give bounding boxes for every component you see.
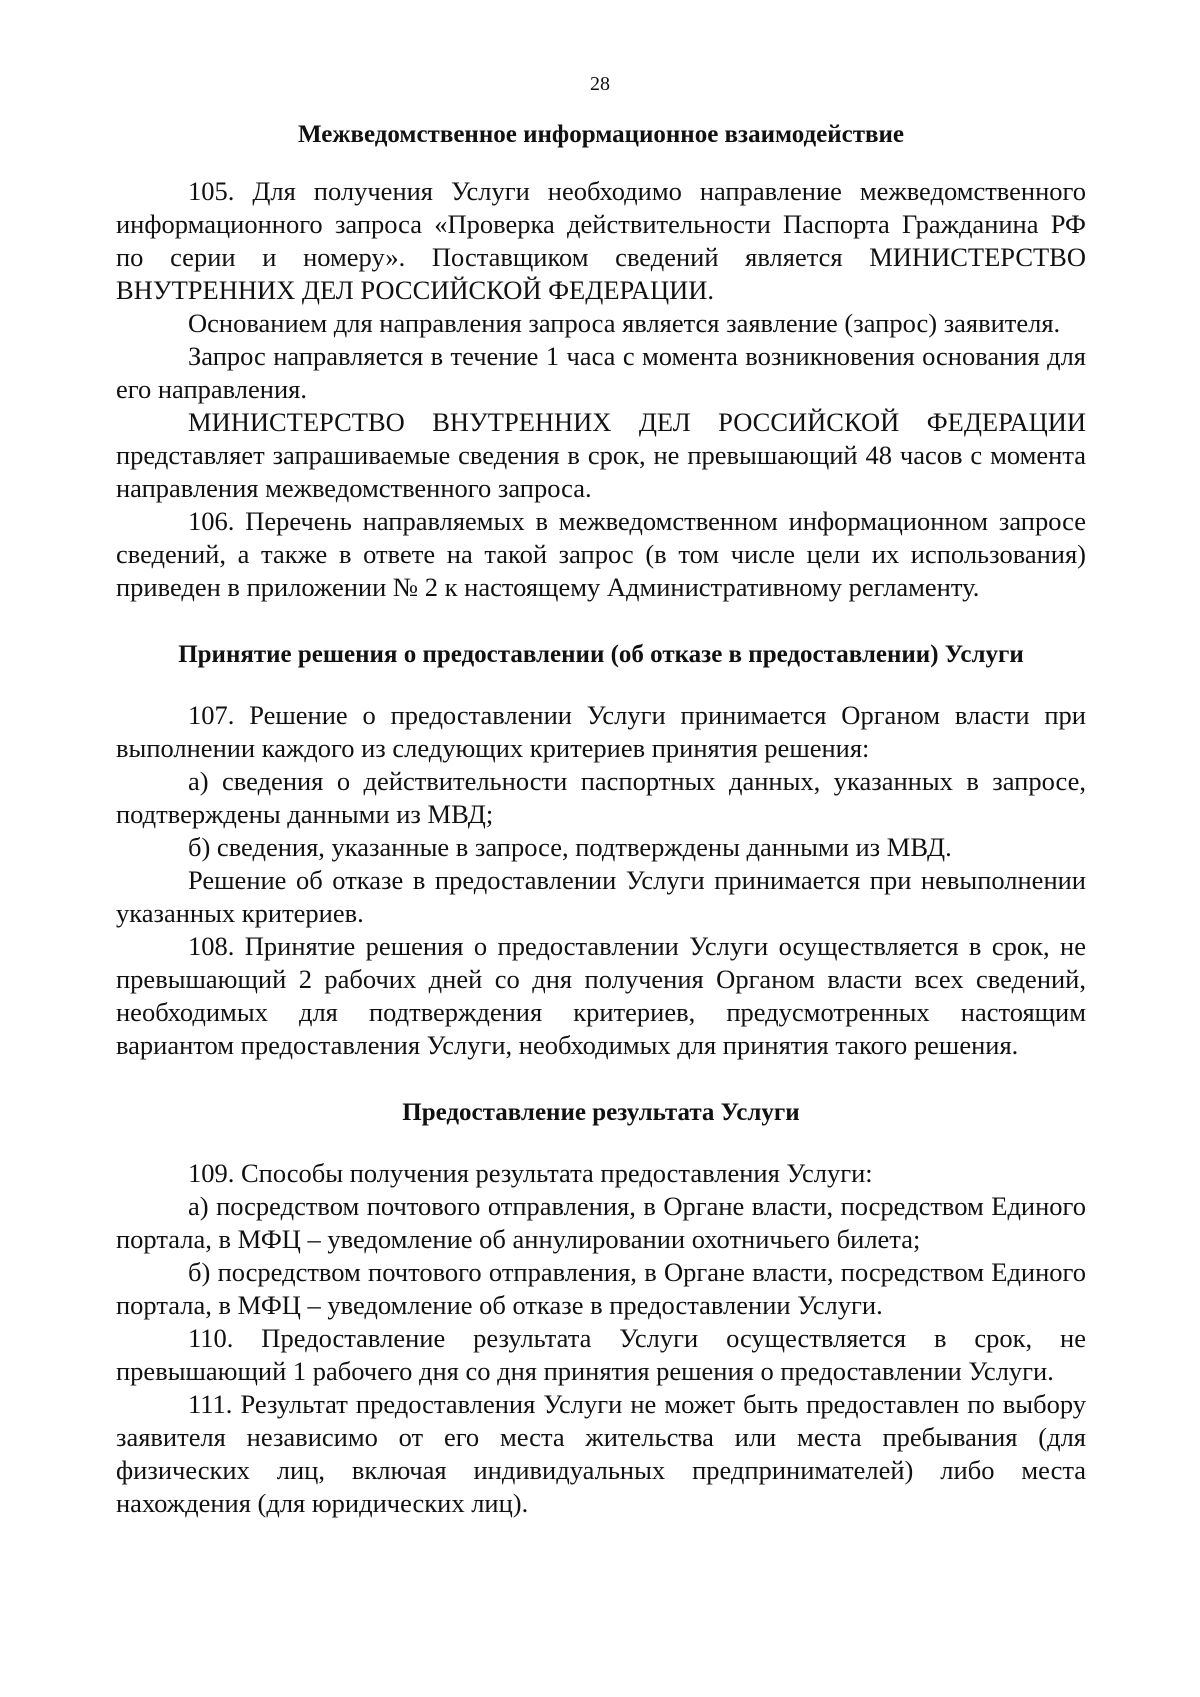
- paragraph-107: 107. Решение о предоставлении Услуги принимается Органом власти при выполнении каждого из следующих критериев принятия решения:: [116, 700, 1086, 763]
- paragraph-criterion-b: б) сведения, указанные в запросе, подтверждены данными из МВД.: [188, 832, 952, 862]
- section-heading-interagency: Межведомственное информационное взаимодействие: [298, 121, 904, 148]
- paragraph-111: 111. Результат предоставления Услуги не может быть предоставлен по выбору заявителя независимо от его места жительства или места пребывания (для физических лиц, включая индивидуальных предпринимателей) либо места нахождения (для юридических лиц).: [116, 1389, 1086, 1518]
- page-number: 28: [590, 73, 610, 95]
- paragraph-method-a: а) посредством почтового отправления, в Органе власти, посредством Единого портала, в МФЦ – уведомление об аннулировании охотничьего билета;: [116, 1191, 1086, 1254]
- paragraph-request-timing: Запрос направляется в течение 1 часа с момента возникновения основания для его направления.: [116, 341, 1086, 404]
- paragraph-110: 110. Предоставление результата Услуги осуществляется в срок, не превышающий 1 рабочего дня со дня принятия решения о предоставлении Услуги.: [116, 1323, 1086, 1386]
- paragraph-refusal: Решение об отказе в предоставлении Услуги принимается при невыполнении указанных критериев.: [116, 865, 1086, 928]
- paragraph-105: 105. Для получения Услуги необходимо направление межведомственного информационного запроса «Проверка действительности Паспорта Гражданина РФ по серии и номеру». Поставщиком сведений является МИНИСТЕРСТВО ВНУТРЕННИХ ДЕЛ РОССИЙСКОЙ ФЕДЕРАЦИИ.: [116, 176, 1086, 305]
- paragraph-106: 106. Перечень направляемых в межведомственном информационном запросе сведений, а также в ответе на такой запрос (в том числе цели их использования) приведен в приложении № 2 к настоящему Административному регламенту.: [116, 506, 1086, 602]
- paragraph-basis: Основанием для направления запроса является заявление (запрос) заявителя.: [188, 308, 1061, 338]
- paragraph-ministry-response: МИНИСТЕРСТВО ВНУТРЕННИХ ДЕЛ РОССИЙСКОЙ ФЕДЕРАЦИИ представляет запрашиваемые сведения в срок, не превышающий 48 часов с момента направления межведомственного запроса.: [116, 407, 1086, 503]
- paragraph-108: 108. Принятие решения о предоставлении Услуги осуществляется в срок, не превышающий 2 рабочих дней со дня получения Органом власти всех сведений, необходимых для подтверждения критериев, предусмотренных настоящим вариантом предоставления Услуги, необходимых для принятия такого решения.: [116, 931, 1086, 1060]
- paragraph-109: 109. Способы получения результата предоставления Услуги:: [188, 1158, 873, 1188]
- document-body: [116, 118, 1086, 1520]
- paragraph-criterion-a: а) сведения о действительности паспортных данных, указанных в запросе, подтверждены данными из МВД;: [116, 766, 1086, 829]
- section-heading-result: Предоставление результата Услуги: [402, 1099, 800, 1126]
- paragraph-method-b: б) посредством почтового отправления, в Органе власти, посредством Единого портала, в МФЦ – уведомление об отказе в предоставлении Услуги.: [116, 1257, 1086, 1320]
- section-heading-decision: Принятие решения о предоставлении (об отказе в предоставлении) Услуги: [178, 641, 1024, 668]
